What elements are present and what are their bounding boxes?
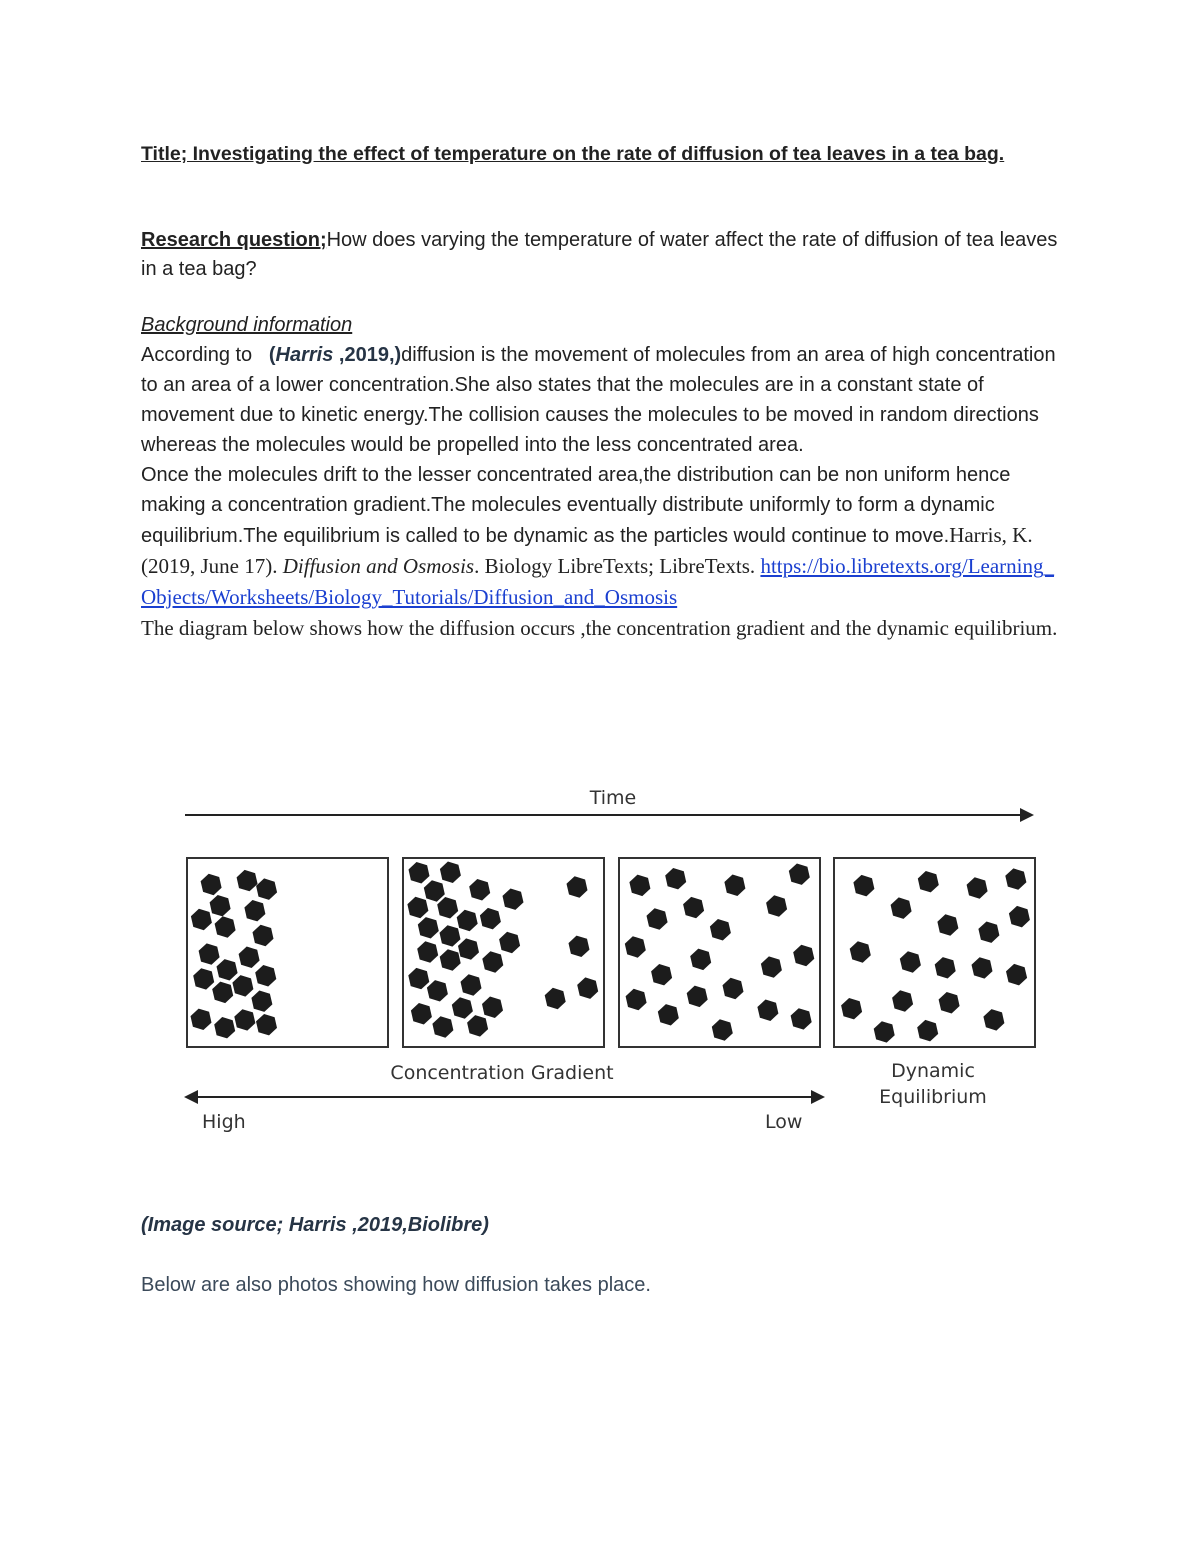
research-question-text: How does varying the temperature of water affect the rate of diffusion of tea leaves in a tea bag? bbox=[141, 229, 1058, 280]
gradient-label: Concentration Gradient bbox=[390, 1062, 614, 1084]
right-arrowhead-icon bbox=[811, 1090, 825, 1104]
molecule-icon bbox=[232, 975, 253, 997]
molecule-icon bbox=[791, 1008, 812, 1029]
molecule-icon bbox=[244, 900, 265, 921]
molecule-icon bbox=[917, 1020, 938, 1042]
document-title: Title; Investigating the effect of temperature on the rate of diffusion of tea leaves in a tea bag. bbox=[141, 143, 1005, 165]
molecule-icon bbox=[850, 941, 871, 963]
molecule-icon bbox=[458, 938, 479, 959]
molecule-icon bbox=[234, 1009, 255, 1030]
molecule-icon bbox=[201, 874, 222, 896]
molecule-icon bbox=[1005, 868, 1026, 889]
molecule-icon bbox=[647, 908, 668, 929]
molecule-icon bbox=[191, 1009, 212, 1030]
molecule-icon bbox=[665, 868, 686, 889]
molecule-icon bbox=[210, 895, 231, 916]
molecule-icon bbox=[480, 908, 501, 930]
molecule-icon bbox=[658, 1004, 679, 1025]
molecule-icon bbox=[499, 932, 520, 953]
high-label: High bbox=[202, 1111, 246, 1133]
molecule-icon bbox=[577, 977, 598, 999]
molecule-icon bbox=[253, 925, 274, 947]
text: Once the molecules drift to the lesser concentrated area,the distribution can be non uniform hence making a concentration gradient.The molecules eventually distribute uniformly to form a dynamic equilibrium.The equilibrium is called to be dynamic as the particles would continue to move. bbox=[141, 464, 1011, 547]
text: . Biology LibreTexts; LibreTexts. bbox=[474, 554, 761, 578]
molecule-icon bbox=[900, 951, 921, 973]
image-source: (Image source; Harris ,2019,Biolibre) bbox=[141, 1214, 489, 1236]
molecule-icon bbox=[440, 862, 461, 884]
molecule-icon bbox=[191, 909, 212, 931]
time-label: Time bbox=[589, 787, 637, 809]
molecule-icon bbox=[432, 1016, 453, 1037]
molecule-icon bbox=[937, 914, 958, 935]
molecule-icon bbox=[625, 936, 646, 958]
molecule-icon bbox=[545, 988, 566, 1010]
molecule-icon bbox=[972, 957, 993, 978]
molecule-icon bbox=[983, 1009, 1004, 1031]
molecule-icon bbox=[217, 959, 238, 980]
molecule-icon bbox=[629, 875, 650, 897]
molecule-icon bbox=[237, 870, 258, 891]
diagram-intro: The diagram below shows how the diffusion occurs ,the concentration gradient and the dynamic equilibrium. bbox=[141, 616, 1058, 640]
molecule-icon bbox=[761, 956, 782, 977]
text: ( bbox=[268, 344, 276, 366]
molecule-icon bbox=[409, 862, 430, 884]
molecule-icon bbox=[793, 945, 814, 966]
molecule-icon bbox=[214, 1017, 235, 1038]
molecule-icon bbox=[757, 1000, 778, 1022]
molecule-icon bbox=[892, 990, 913, 1011]
molecule-icon bbox=[935, 957, 956, 978]
molecule-icon bbox=[440, 949, 461, 970]
molecule-icon bbox=[724, 875, 745, 897]
molecule-icon bbox=[427, 980, 448, 1001]
molecule-icon bbox=[418, 917, 439, 938]
molecule-icon bbox=[461, 974, 482, 996]
molecule-icon bbox=[256, 1014, 277, 1035]
molecule-icon bbox=[239, 947, 260, 969]
molecule-icon bbox=[710, 919, 731, 941]
molecule-icon bbox=[255, 965, 276, 987]
molecule-icon bbox=[651, 964, 672, 985]
citation-author: Harris bbox=[275, 344, 334, 366]
left-arrowhead-icon bbox=[184, 1090, 198, 1104]
molecule-icon bbox=[469, 879, 490, 901]
molecule-icon bbox=[766, 895, 787, 917]
molecule-icon bbox=[978, 922, 999, 943]
molecule-icon bbox=[1009, 906, 1030, 928]
molecule-icon bbox=[212, 982, 233, 1004]
molecule-icon bbox=[789, 864, 810, 885]
low-label: Low bbox=[765, 1111, 803, 1133]
molecule-icon bbox=[683, 897, 704, 918]
molecule-icon bbox=[457, 910, 478, 932]
molecule-icon bbox=[853, 875, 874, 897]
molecule-icon bbox=[440, 925, 461, 946]
molecule-icon bbox=[424, 880, 445, 902]
molecule-icon bbox=[482, 997, 503, 1019]
molecule-icon bbox=[918, 871, 939, 892]
molecule-icon bbox=[199, 943, 220, 964]
molecule-icon bbox=[567, 876, 588, 897]
molecule-icon bbox=[891, 897, 912, 919]
molecule-icon bbox=[256, 878, 277, 900]
molecule-icon bbox=[841, 998, 862, 1019]
molecule-icon bbox=[215, 916, 236, 938]
molecule-icon bbox=[467, 1015, 488, 1037]
text: Harris, K. (2019, June 17). bbox=[141, 523, 1033, 578]
molecule-icon bbox=[482, 951, 503, 973]
text: ,2019,) bbox=[333, 344, 402, 366]
molecule-icon bbox=[723, 978, 744, 1000]
molecule-icon bbox=[452, 997, 473, 1019]
molecule-icon bbox=[569, 936, 590, 957]
reference-link[interactable]: https://bio.libretexts.org/Learning_Objects/Worksheets/Biology_Tutorials/Diffusion_and_Osmosis bbox=[141, 554, 1055, 609]
research-question-label: Research question; bbox=[141, 229, 327, 251]
molecule-icon bbox=[417, 941, 438, 963]
equilibrium-label-2: Equilibrium bbox=[879, 1086, 987, 1108]
molecule-icon bbox=[690, 949, 711, 971]
molecule-icon bbox=[939, 992, 960, 1014]
molecule-icon bbox=[193, 968, 214, 989]
molecule-icon bbox=[411, 1003, 432, 1025]
molecule-icon bbox=[687, 986, 708, 1008]
molecule-icon bbox=[874, 1021, 895, 1042]
molecule-icon bbox=[626, 989, 647, 1011]
molecule-icon bbox=[251, 991, 272, 1012]
molecule-icon bbox=[437, 897, 458, 919]
text: According to bbox=[141, 344, 258, 366]
photos-intro: Below are also photos showing how diffusion takes place. bbox=[141, 1274, 651, 1296]
text: diffusion is the movement of molecules from an area of high concentration to an area of a lower concentration.She also states that the molecules are in a constant state of movement due to kinetic energy.The collision causes the molecules to be moved in random directions whereas the molecules would be propelled into the less concentrated area. bbox=[141, 344, 1056, 456]
molecule-icon bbox=[408, 968, 429, 989]
background-heading: Background information bbox=[141, 314, 353, 336]
molecule-icon bbox=[407, 897, 428, 918]
molecule-icon bbox=[712, 1019, 733, 1040]
time-arrowhead-icon bbox=[1020, 808, 1034, 822]
reference-title: Diffusion and Osmosis bbox=[282, 554, 475, 578]
equilibrium-label-1: Dynamic bbox=[891, 1060, 975, 1082]
molecule-icon bbox=[503, 889, 524, 910]
molecule-icon bbox=[1006, 964, 1027, 986]
molecule-icon bbox=[967, 877, 988, 899]
